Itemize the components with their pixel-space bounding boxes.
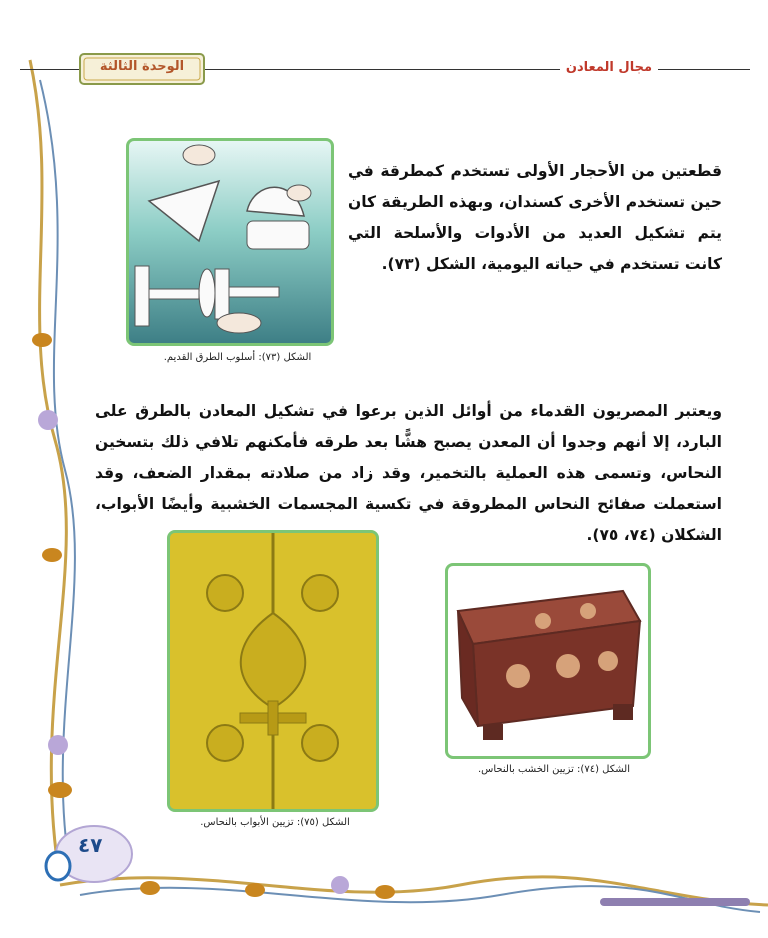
figure-74-caption: الشكل (٧٤): تزيين الخشب بالنحاس.: [478, 764, 630, 775]
figure-74-copper-wood-chest: [445, 563, 651, 759]
paragraph-1: قطعتين من الأحجار الأولى تستخدم كمطرقة في حين تستخدم الأخرى كسندان، وبهذه الطريقة كان يتم تشكيل العديد من الأدوات والأسلحة التي كانت تستخدم في حياته اليومية، الشكل (٧٣).: [348, 161, 722, 273]
hammering-illustration: [129, 141, 331, 343]
chapter-title: مجال المعادن: [560, 60, 658, 75]
page-number: ٤٧: [78, 833, 103, 857]
decorated-chest-image: [448, 566, 648, 756]
ornamented-door-image: [170, 533, 376, 809]
figure-75-copper-door: [167, 530, 379, 812]
unit-label: الوحدة الثالثة: [99, 59, 185, 74]
figure-75-caption: الشكل (٧٥): تزيين الأبواب بالنحاس.: [200, 817, 350, 828]
figure-73-caption: الشكل (٧٣): أسلوب الطرق القديم.: [163, 352, 312, 363]
figure-73-ancient-hammering: [126, 138, 334, 346]
paragraph-2: ويعتبر المصريون القدماء من أوائل الذين برعوا في تشكيل المعادن بالطرق على البارد، إلا أنهم وجدوا أن المعدن يصبح هشًّا بعد طرقه فأمكنهم تلافي ذلك بتسخين النحاس، وتسمى هذه العملية بالتخمير، وقد زاد من صلادته بمقدار الضعف، وقد استعملت صفائح النحاس المطروقة في تكسية المجسمات الخشبية وأيضًا الأبواب، الشكلان (٧٤، ٧٥).: [95, 401, 722, 544]
